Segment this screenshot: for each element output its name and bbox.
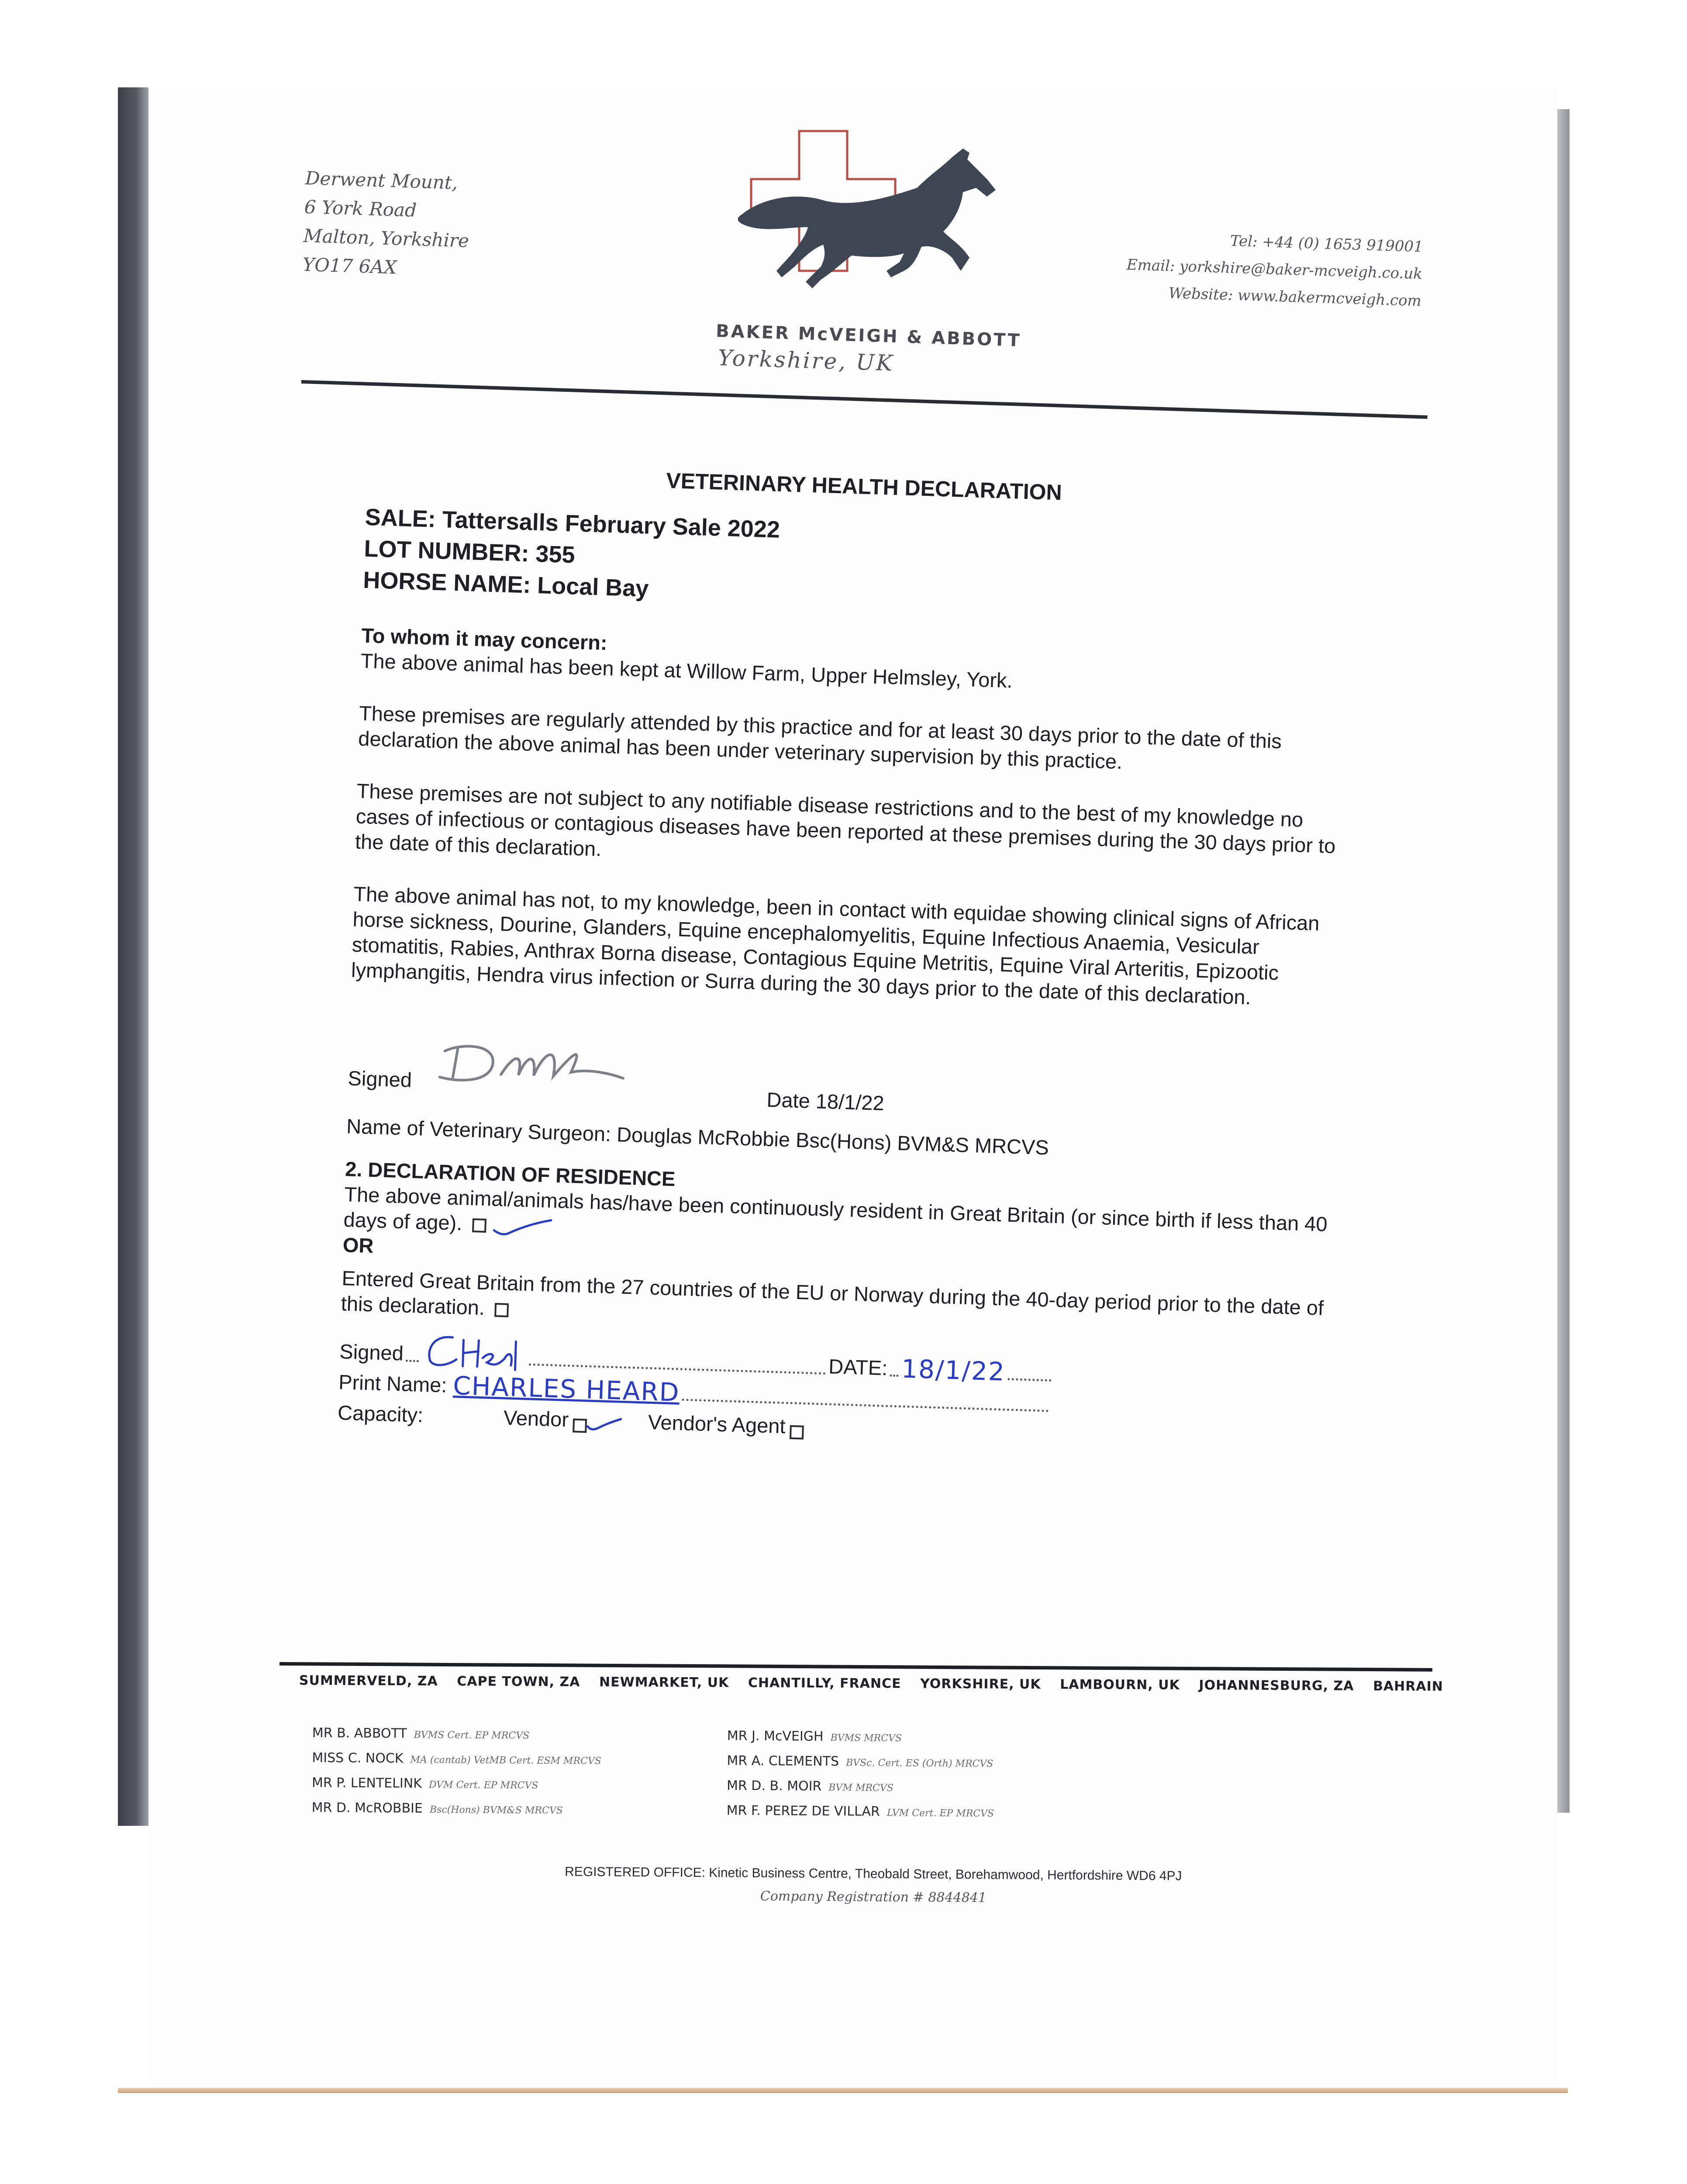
horse-name-line: HORSE NAME: Local Bay <box>362 567 649 602</box>
lot-number-line: LOT NUMBER: 355 <box>363 535 576 568</box>
staff-name: MR F. PEREZ DE VILLAR <box>726 1803 880 1820</box>
staff-qualification: BVM MRCVS <box>828 1782 894 1794</box>
staff-name: MR D. B. MOIR <box>726 1778 822 1794</box>
contact-email[interactable]: Email: yorkshire@baker-mcveigh.co.uk <box>1126 256 1423 283</box>
staff-qualification: BVSc. Cert. ES (Orth) MRCVS <box>845 1757 994 1769</box>
staff-qualification: MA (cantab) VetMB Cert. ESM MRCVS <box>410 1754 601 1767</box>
staff-name: MISS C. NOCK <box>312 1750 404 1766</box>
tick-mark-icon <box>492 1215 553 1238</box>
residence-option-2-checkbox[interactable] <box>494 1303 509 1317</box>
staff-item <box>312 1725 727 1744</box>
office-location: YORKSHIRE, UK <box>920 1676 1041 1692</box>
vendor-checkbox[interactable] <box>573 1418 587 1433</box>
residence-option-1-checkbox[interactable] <box>472 1218 486 1233</box>
vendors-agent-label: Vendor's Agent <box>648 1410 786 1438</box>
running-horse-icon <box>738 149 996 288</box>
staff-name: MR D. McROBBIE <box>311 1800 423 1816</box>
letterhead-address <box>302 164 611 289</box>
staff-qualification: Bsc(Hons) BVM&S MRCVS <box>429 1804 563 1817</box>
staff-item <box>312 1800 727 1818</box>
residence-option-1-text: The above animal/animals has/have been continuously resident in Great Britain (or since birth if less than 40 days of age). <box>343 1182 1328 1236</box>
vet-signature-icon <box>426 1024 629 1096</box>
firm-name: BAKER McVEIGH & ABBOTT <box>715 321 1022 351</box>
residence-option-2-text: Entered Great Britain from the 27 countries of the EU or Norway during the 40-day period prior to the date of this declaration. <box>341 1266 1324 1320</box>
vet-signed-label: Signed <box>347 1066 412 1092</box>
contact-website[interactable]: Website: www.bakermcveigh.com <box>1168 284 1422 310</box>
staff-item <box>727 1778 1142 1797</box>
residence-date-label: DATE: <box>828 1355 888 1380</box>
address-line: Derwent Mount, <box>305 167 458 194</box>
office-location: SUMMERVELD, ZA <box>299 1673 438 1689</box>
staff-qualification: BVMS Cert. EP MRCVS <box>414 1729 530 1742</box>
office-location: LAMBOURN, UK <box>1060 1677 1180 1693</box>
print-name-value[interactable]: CHARLES HEARD <box>452 1371 680 1407</box>
para-contact: The above animal has not, to my knowledge, been in contact with equidae showing clinical signs of African horse sickness, Dourine, Glanders, Equine encephalomyelitis, Equine Infectious Anaemia, Vesicular stomatitis, Rabies, Anthrax Borna disease, Contagious Equine Metritis, Equine Viral Arteritis, Epizootic lymphangitis, Hendra virus infection or Surra during the 30 days prior to the date of this declaration. <box>351 882 1320 1009</box>
vet-date: Date 18/1/22 <box>766 1088 885 1115</box>
office-location: NEWMARKET, UK <box>599 1674 729 1691</box>
residence-or: OR <box>342 1233 374 1258</box>
staff-name: MR B. ABBOTT <box>312 1725 407 1742</box>
signature-icon <box>421 1330 528 1372</box>
firm-location: Yorkshire, UK <box>718 345 895 376</box>
staff-name: MR A. CLEMENTS <box>727 1753 839 1769</box>
letterhead-contact <box>1080 223 1423 314</box>
print-name-label: Print Name: <box>338 1370 448 1397</box>
staff-item <box>727 1728 1142 1747</box>
residence-date-value[interactable]: 18/1/22 <box>901 1354 1006 1387</box>
salutation: To whom it may concern: <box>361 623 608 654</box>
declaration-body <box>337 459 1362 1456</box>
contact-tel: Tel: +44 (0) 1653 919001 <box>1230 232 1424 256</box>
office-location: BAHRAIN <box>1373 1678 1443 1694</box>
capacity-label: Capacity: <box>337 1400 424 1427</box>
address-line: 6 York Road <box>304 196 417 221</box>
residence-heading: 2. DECLARATION OF RESIDENCE <box>345 1157 676 1191</box>
staff-name: MR J. McVEIGH <box>727 1728 824 1745</box>
staff-item <box>312 1750 727 1769</box>
staff-qualification: DVM Cert. EP MRCVS <box>428 1779 538 1791</box>
document-title: VETERINARY HEALTH DECLARATION <box>666 468 1063 505</box>
para-restrictions: These premises are not subject to any notifiable disease restrictions and to the best of my knowledge no cases of infectious or contagious diseases have been reported at these premises during the 30 days prior to the date of this declaration. <box>355 779 1336 860</box>
photo-edge-left <box>118 87 148 1826</box>
registered-office: REGISTERED OFFICE: Kinetic Business Centre, Theobald Street, Borehamwood, Hertfordshire WD6 4PJ <box>565 1864 1182 1883</box>
company-registration: Company Registration # 8844841 <box>760 1888 987 1906</box>
staff-list <box>312 1725 1317 1822</box>
sale-line: SALE: Tattersalls February Sale 2022 <box>364 504 780 543</box>
staff-name: MR P. LENTELINK <box>311 1775 422 1791</box>
address-line: Malton, Yorkshire <box>303 225 469 252</box>
staff-qualification: BVMS MRCVS <box>830 1732 902 1744</box>
para-kept: The above animal has been kept at Willow Farm, Upper Helmsley, York. <box>360 649 1013 692</box>
address-line: YO17 6AX <box>302 253 397 278</box>
office-location: CAPE TOWN, ZA <box>457 1673 580 1690</box>
staff-qualification: LVM Cert. EP MRCVS <box>887 1807 994 1819</box>
office-location: JOHANNESBURG, ZA <box>1199 1677 1354 1694</box>
firm-logo <box>725 127 1013 319</box>
tick-mark-icon <box>586 1415 622 1434</box>
photo-edge-bottom <box>118 2088 1568 2093</box>
staff-item <box>727 1753 1142 1772</box>
vet-surgeon-name: Name of Veterinary Surgeon: Douglas McRobbie Bsc(Hons) BVM&S MRCVS <box>346 1114 1049 1159</box>
residence-signed-label: Signed <box>339 1340 404 1365</box>
staff-item <box>727 1803 1142 1821</box>
office-location: CHANTILLY, FRANCE <box>748 1675 901 1692</box>
vendor-label: Vendor <box>503 1406 569 1431</box>
vendors-agent-checkbox[interactable] <box>790 1425 804 1440</box>
para-attended: These premises are regularly attended by this practice and for at least 30 days prior to the date of this declaration the above animal has been under veterinary supervision by this practice. <box>358 701 1282 774</box>
staff-item <box>312 1775 727 1794</box>
